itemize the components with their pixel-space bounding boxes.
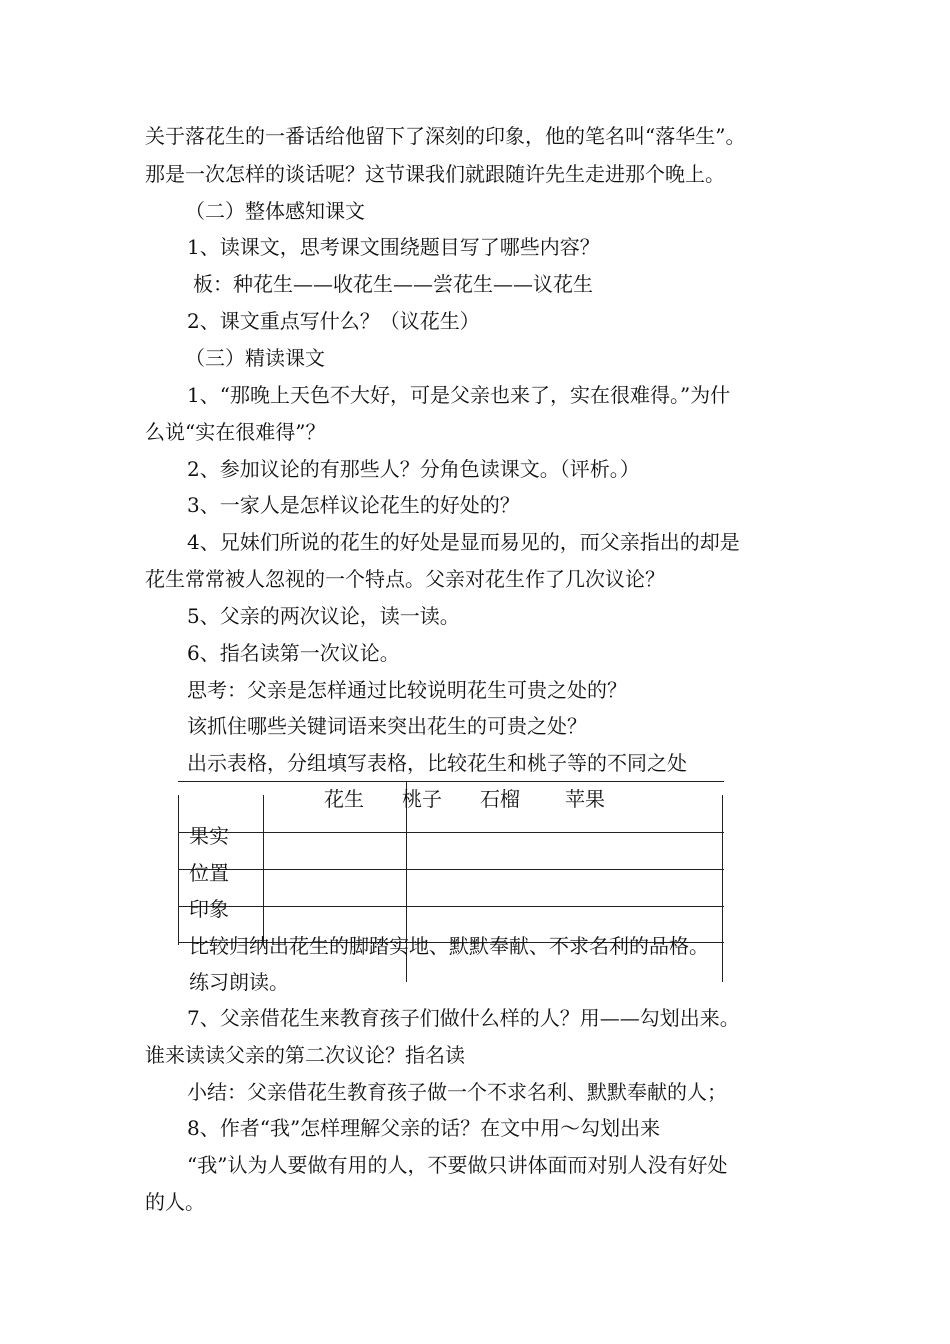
paragraph-line: 8、作者“我”怎样理解父亲的话？在文中用～勾划出来: [187, 1116, 661, 1140]
section-heading: （三）精读课文: [185, 346, 325, 370]
paragraph-line: 6、指名读第一次议论。: [187, 641, 400, 665]
table-row-rule: [178, 832, 724, 833]
paragraph-line: 7、父亲借花生来教育孩子们做什么样的人？用——勾划出来。: [187, 1006, 740, 1030]
paragraph-line: “我”认为人要做有用的人，不要做只讲体面而对别人没有好处: [187, 1153, 728, 1177]
paragraph-line: 2、参加议论的有那些人？分角色读课文。（评析。）: [187, 457, 640, 481]
table-row-rule: [178, 869, 724, 870]
paragraph-line: 板：种花生——收花生——尝花生——议花生: [193, 272, 593, 296]
table-header-cell: 花生: [324, 787, 364, 811]
table-column-rule: [178, 795, 179, 945]
table-row-label: 位置: [189, 861, 229, 885]
paragraph-line: 5、父亲的两次议论，读一读。: [187, 604, 460, 628]
table-header-cell: 桃子: [402, 787, 442, 811]
paragraph-line: 那是一次怎样的谈话呢？这节课我们就跟随许先生走进那个晚上。: [145, 162, 725, 186]
paragraph-line: 小结：父亲借花生教育孩子做一个不求名利、默默奉献的人；: [187, 1080, 727, 1104]
table-column-rule: [722, 795, 723, 982]
paragraph-line: 2、课文重点写什么？（议花生）: [187, 309, 480, 333]
paragraph-line: 该抓住哪些关键词语来突出花生的可贵之处？: [187, 714, 587, 738]
section-heading: （二）整体感知课文: [185, 199, 365, 223]
paragraph-line: 谁来读读父亲的第二次议论？指名读: [145, 1043, 465, 1067]
paragraph-line: 的人。: [145, 1190, 205, 1214]
paragraph-line: 1、读课文，思考课文围绕题目写了哪些内容？: [187, 235, 600, 259]
table-header-cell: 苹果: [565, 787, 605, 811]
paragraph-line: 比较归纳出花生的脚踏实地、默默奉献、不求名利的品格。: [189, 934, 709, 958]
paragraph-line: 花生常常被人忽视的一个特点。父亲对花生作了几次议论？: [145, 567, 665, 591]
table-top-rule: [178, 781, 724, 782]
paragraph-line: 么说“实在很难得”？: [145, 420, 326, 444]
table-row-label: 印象: [189, 897, 229, 921]
paragraph-line: 练习朗读。: [189, 970, 289, 994]
table-row-rule: [178, 906, 724, 907]
paragraph-line: 出示表格，分组填写表格，比较花生和桃子等的不同之处: [187, 751, 687, 775]
table-column-rule: [263, 795, 264, 945]
paragraph-line: 1、“那晚上天色不大好，可是父亲也来了，实在很难得。”为什: [187, 383, 731, 407]
paragraph-line: 4、兄妹们所说的花生的好处是显而易见的，而父亲指出的却是: [187, 530, 740, 554]
paragraph-line: 思考：父亲是怎样通过比较说明花生可贵之处的？: [187, 678, 627, 702]
paragraph-line: 关于落花生的一番话给他留下了深刻的印象，他的笔名叫“落华生”。: [145, 124, 746, 148]
table-row-label: 果实: [189, 824, 229, 848]
table-header-cell: 石榴: [480, 787, 520, 811]
paragraph-line: 3、一家人是怎样议论花生的好处的？: [187, 493, 520, 517]
